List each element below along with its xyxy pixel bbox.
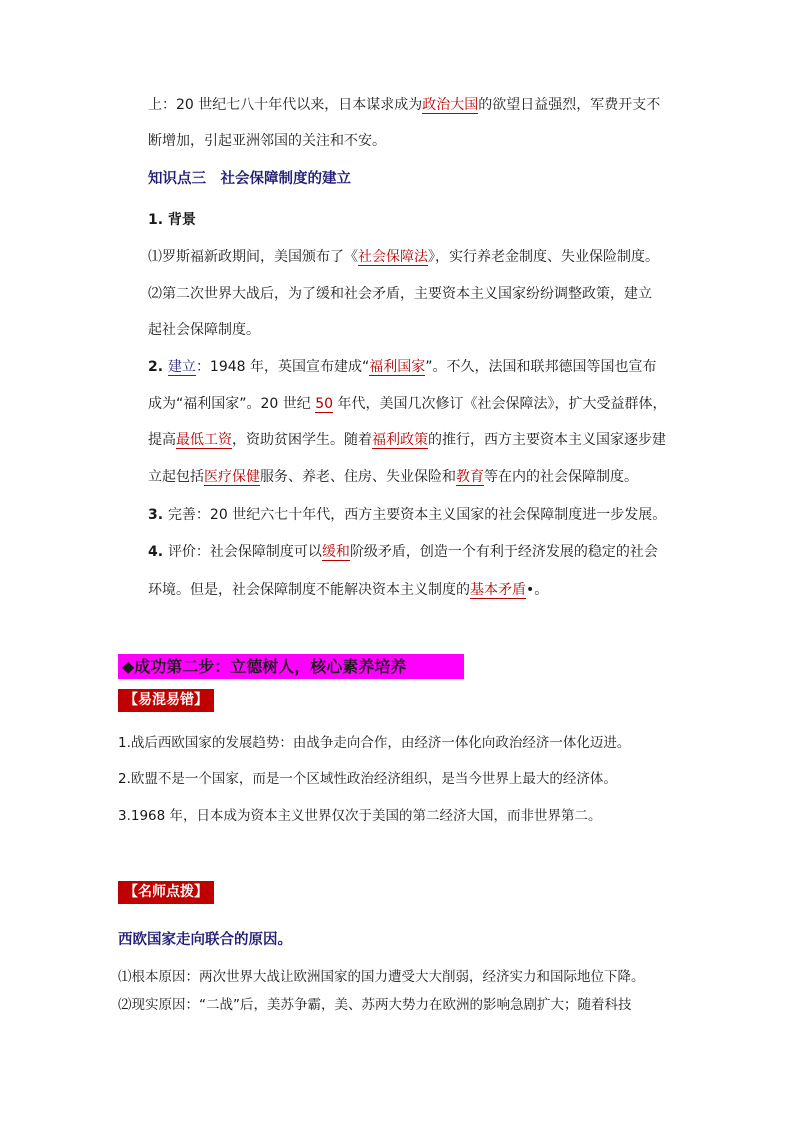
background-item-2-line-2: 起社会保障制度。 <box>148 322 260 338</box>
intro-text: 的欲望日益强烈，军费开支不 <box>478 97 661 113</box>
knowledge-point-3-title: 知识点三 社会保障制度的建立 <box>148 171 351 187</box>
highlight-term: 50 <box>315 396 334 412</box>
text: ，资助贫困学生。随着 <box>232 432 372 448</box>
establish-line-2 <box>148 394 667 414</box>
text: 等在内的社会保障制度。 <box>484 469 638 485</box>
text: ”。不久，法国和联邦德国等国也宣布 <box>425 359 657 375</box>
step-two-banner: ◆成功第二步：立德树人，核心素养培养 <box>118 654 464 679</box>
establish-line-1 <box>148 357 657 377</box>
text: 成为“福利国家”。20 世纪 <box>148 396 316 412</box>
teacher-tips-tag: 【名师点拨】 <box>118 881 214 904</box>
highlight-term: 最低工资 <box>176 432 232 448</box>
text: 的推行，西方主要资本主义国家逐步建 <box>428 432 666 448</box>
text: ⑴罗斯福新政期间，美国颁布了《 <box>148 249 358 265</box>
highlight-term: 社会保障法 <box>358 249 428 265</box>
intro-line-1 <box>148 95 660 115</box>
highlight-term: 缓和 <box>321 544 350 560</box>
text: ：1948 年，英国宣布建成“ <box>195 359 370 375</box>
teacher-item-2: ⑵现实原因：“二战”后，美苏争霸，美、苏两大势力在欧洲的影响急剧扩大；随着科技 <box>118 997 632 1013</box>
confusion-item-1: 1.战后西欧国家的发展趋势：由战争走向合作，由经济一体化向政治经济一体化迈进。 <box>118 735 631 751</box>
text: 阶级矛盾，创造一个有利于经济发展的稳定的社会 <box>349 544 658 560</box>
item-label: 建立 <box>167 359 196 375</box>
background-item-1 <box>148 247 659 267</box>
text: 环境。但是，社会保障制度不能解决资本主义制度的 <box>148 582 470 598</box>
highlight-term: 福利国家 <box>369 359 426 375</box>
establish-line-3 <box>148 430 666 450</box>
evaluation-line-2 <box>148 580 548 600</box>
teacher-heading: 西欧国家走向联合的原因。 <box>118 932 292 948</box>
highlight-term: 教育 <box>456 469 484 485</box>
establish-line-4 <box>148 467 638 487</box>
text: 完善：20 世纪六七十年代，西方主要资本主义国家的社会保障制度进一步发展。 <box>167 507 667 523</box>
highlight-term: 基本矛盾 <box>470 582 526 598</box>
evaluation-line-1 <box>148 542 658 562</box>
highlight-term: 福利政策 <box>372 432 428 448</box>
text: 》，实行养老金制度、失业保险制度。 <box>428 249 659 265</box>
text: 提高 <box>148 432 176 448</box>
text: 年代，美国几次修订《社会保障法》，扩大受益群体， <box>333 396 667 412</box>
background-item-2-line-1: ⑵第二次世界大战后，为了缓和社会矛盾，主要资本主义国家纷纷调整政策，建立 <box>148 286 652 302</box>
teacher-item-1: ⑴根本原因：两次世界大战让欧洲国家的国力遭受大大削弱，经济实力和国际地位下降。 <box>118 969 645 985</box>
text: 立起包括 <box>148 469 204 485</box>
highlight-term: 医疗保健 <box>204 469 260 485</box>
text: 服务、养老、住房、失业保险和 <box>260 469 456 485</box>
item-number: 2. <box>148 359 168 375</box>
intro-line-2: 断增加，引起亚洲邻国的关注和不安。 <box>148 133 386 149</box>
perfection-line <box>148 505 666 525</box>
intro-text: 上：20 世纪七八十年代以来，日本谋求成为 <box>148 97 423 113</box>
background-heading: 1. 背景 <box>148 212 196 228</box>
item-number: 4. <box>148 544 168 560</box>
highlight-term: 政治大国 <box>422 97 479 113</box>
confusion-item-2: 2.欧盟不是一个国家，而是一个区域性政治经济组织，是当今世界上最大的经济体。 <box>118 771 617 787</box>
text: 评价：社会保障制度可以 <box>167 544 322 560</box>
text: •。 <box>526 582 549 598</box>
confusion-tag: 【易混易错】 <box>118 689 214 712</box>
item-number: 3. <box>148 507 168 523</box>
confusion-item-3: 3.1968 年，日本成为资本主义世界仅次于美国的第二经济大国，而非世界第二。 <box>118 808 602 824</box>
